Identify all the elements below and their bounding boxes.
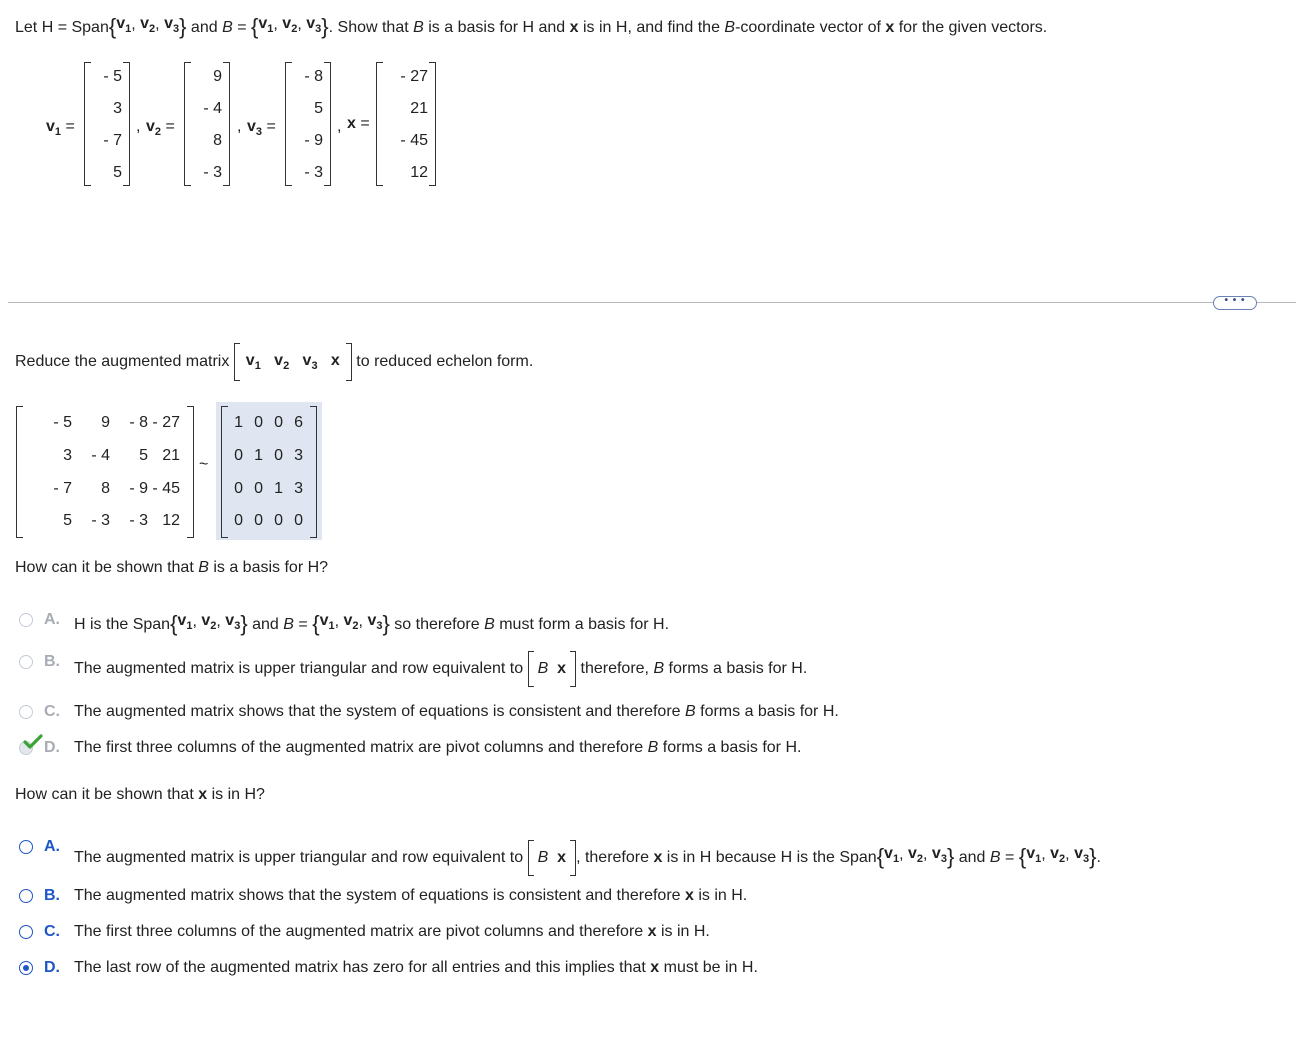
vector-v2: 9 - 4 8 - 3: [184, 62, 230, 186]
q1-option-d-text[interactable]: The first three columns of the augmented matrix are pivot columns and therefore B forms a basis for H.: [74, 739, 802, 756]
question-x-in-h: How can it be shown that x is in H?: [15, 786, 265, 803]
vector-v3: - 8 5 - 9 - 3: [285, 62, 331, 186]
q2-option-b-text[interactable]: The augmented matrix shows that the system of equations is consistent and therefore x is in H.: [74, 887, 748, 904]
augmented-matrix-notation: $v_1$ $v_2$ $v_3$ x: [234, 352, 352, 372]
q2-option-c-radio[interactable]: [19, 925, 33, 939]
q1-option-c-text[interactable]: The augmented matrix shows that the system of equations is consistent and therefore B forms a basis for H.: [74, 703, 839, 720]
augmented-matrix: - 5 9 - 8 - 27 3 - 4 5 21 - 7 8 - 9 - 45 5 - 3 - 3 12: [16, 406, 194, 538]
q2-option-c-text[interactable]: The first three columns of the augmented matrix are pivot columns and therefore x is in H.: [74, 923, 710, 940]
row-equivalence-tilde: ~: [199, 456, 209, 473]
q1-option-c-radio[interactable]: [19, 705, 33, 719]
v1-label: $v_1$ =: [46, 118, 75, 138]
q1-option-b-text[interactable]: The augmented matrix is upper triangular and row equivalent to B x therefore, B forms a basis for H.: [74, 660, 808, 678]
q2-option-a-radio[interactable]: [19, 840, 33, 854]
q2-option-b-letter: B.: [44, 887, 60, 904]
basis-set: { $v_1$ , $v_2$ , $v_3$ }: [251, 14, 329, 39]
q2-option-a-text[interactable]: The augmented matrix is upper triangular and row equivalent to B x , therefore x is in H because H is the Span { $v_1$ , $v_2$ , $v_3$ } and B = { $v_1$ , $v_2$ , $v_3$ } .: [74, 844, 1101, 869]
vector-v1: - 5 3 - 7 5: [84, 62, 130, 186]
q2-option-a-letter: A.: [44, 838, 60, 855]
span-set: { $v_1$ , $v_2$ , $v_3$ }: [108, 14, 187, 39]
question-basis: How can it be shown that B is a basis for H?: [15, 559, 329, 576]
v3-label: $v_3$ =: [247, 118, 276, 138]
q1-option-a-letter: A.: [44, 611, 60, 628]
q1-option-d-letter: D.: [44, 739, 60, 756]
q1-option-b-letter: B.: [44, 653, 60, 670]
q2-option-d-radio[interactable]: [19, 961, 33, 975]
correct-check-icon: [23, 734, 43, 750]
q1-option-a-radio[interactable]: [19, 613, 33, 627]
q2-option-d-letter: D.: [44, 959, 60, 976]
q2-option-c-letter: C.: [44, 923, 60, 940]
x-label: x =: [347, 115, 370, 132]
q2-option-d-text[interactable]: The last row of the augmented matrix has zero for all entries and this implies that x must be in H.: [74, 959, 758, 976]
v2-label: $v_2$ =: [146, 118, 175, 138]
reduce-instruction: Reduce the augmented matrix $v_1$ $v_2$ $v_3$ x to reduced echelon form.: [15, 352, 534, 372]
vector-x: - 27 21 - 45 12: [376, 62, 436, 186]
rref-matrix: 1 0 0 6 0 1 0 3 0 0 1 3 0 0 0 0: [221, 406, 317, 538]
more-options-button[interactable]: • • •: [1213, 296, 1257, 310]
q2-option-b-radio[interactable]: [19, 889, 33, 903]
section-divider: [8, 302, 1296, 303]
q1-option-c-letter: C.: [44, 703, 60, 720]
q1-option-b-radio[interactable]: [19, 655, 33, 669]
q1-option-a-text[interactable]: H is the Span { $v_1$ , $v_2$ , $v_3$ } and B = { $v_1$ , $v_2$ , $v_3$ } so therefore B must form a basis for H.: [74, 611, 670, 636]
problem-statement: Let H = Span { $v_1$ , $v_2$ , $v_3$ } and B = { $v_1$ , $v_2$ , $v_3$ } . Show that B is a basis for H and x is in H, and find the B-coordinate vector of x for the given vectors.: [15, 14, 1048, 39]
